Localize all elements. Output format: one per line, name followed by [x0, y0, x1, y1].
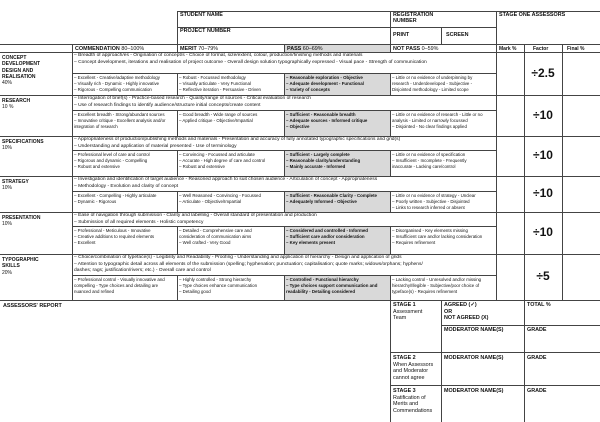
criterion-name-line: TYPOGRAPHIC: [2, 257, 39, 263]
criterion-name: [2, 98, 70, 111]
criterion-name-line: RESEARCH: [2, 98, 31, 104]
mark-input[interactable]: [497, 53, 523, 94]
stage-2-title: STAGE 2: [393, 355, 416, 361]
not-pass-header: NOT PASS 0–59%: [393, 45, 439, 52]
pass-descriptor: – Sufficient - Reasonable breadth – Adequate sources - Informed critique – Objective: [286, 111, 368, 129]
criterion-description: – Ease of navigation through submission - Clarity and labelling - Overall standard of presentation and production – Submission of all required elements - Holistic competency: [74, 213, 317, 225]
not-pass-descriptor: – Disorganised - Key elements missing – Insufficient care and/or lacking consideration – Requires refinement: [392, 227, 483, 245]
agreed-or-label: OR: [444, 308, 453, 315]
pass-descriptor: – Sufficient - Reasonable Clarity - Complete – Adequately Informed - Objective: [286, 192, 378, 204]
criterion-description: – Breadth of approach/es - Origination of concept/s - Choice of format, size/extent, colour, production/finishing methods and materials – Concept development, iterations and realisation of project outcome - Overall design solution typographically expressed - Visual pace - Strength of communication: [74, 53, 427, 65]
stage-one-assessors-field[interactable]: [499, 19, 599, 43]
stage-2-sub-line3: cannot agree: [393, 374, 425, 381]
factor-value: ÷10: [533, 148, 553, 162]
final-input[interactable]: [563, 53, 599, 94]
registration-number-field[interactable]: [440, 12, 495, 26]
criterion-weight: 10%: [2, 185, 13, 192]
factor-value: ÷10: [533, 107, 553, 122]
student-name-field[interactable]: [180, 18, 385, 26]
final-column-header: Final %: [567, 46, 585, 52]
commendation-descriptor: – Professional level of care and control – Rigorous and dynamic - Compelling – Robust and extensive: [74, 151, 150, 169]
stage-one-assessors-label: STAGE ONE ASSESSORS: [499, 12, 566, 18]
stage-1-title: STAGE 1: [393, 302, 416, 308]
not-pass-descriptor: – Lacking control - Unresolved and/or missing hierarchy/Illegible - Subjective/poor choice of typeface(s) - Requires refinement: [392, 276, 482, 294]
criterion-name-line: STRATEGY: [2, 179, 29, 185]
merit-descriptor: – Detailed - Comprehensive care and consideration of communication aims – Well crafted - Very Good: [179, 227, 252, 245]
criterion-weight: 10%: [2, 221, 13, 228]
merit-header: MERIT 70–79%: [180, 45, 219, 52]
registration-number-label-line2: NUMBER: [393, 18, 417, 24]
total-field[interactable]: [527, 309, 597, 323]
criterion-name-line: DEVELOPMENT: [2, 61, 41, 68]
criterion-description: – Interrogation of brief(s) - Practice-based research - Quality/range of sources - Critical evaluation of research – Use of research findings to identify audience/structure initial concepts/create content: [74, 96, 312, 108]
factor-value: ÷2.5: [531, 65, 555, 80]
pass-descriptor: – Reasonable exploration - Objective – Adequate development - Functional – Variety of concepts: [286, 74, 364, 92]
merit-descriptor: – Convincing - Focussed and articulate – Accurate - High degree of care and control – Robust and extensive: [179, 151, 266, 169]
criterion-name: [2, 139, 70, 152]
criterion-description: – Investigation and identification of target audience - Reasoned approach to suit chosen audience - Articulation of concept - Appropriateness – Methodology - Evolution and clarity of concept: [74, 177, 378, 189]
merit-descriptor: – Robust - Focussed methodology – Visually articulate - Very Functional – Reflective iteration - Persuasive - Driven: [179, 74, 261, 92]
stage-2-sub-line1: When Assessors: [393, 361, 434, 368]
moderator-3-field[interactable]: [444, 395, 522, 419]
merit-descriptor: – Highly controlled - Strong hierarchy – Type choices enhance communication – Detailing good: [179, 276, 258, 294]
final-input[interactable]: [563, 177, 599, 211]
moderator-1-field[interactable]: [444, 334, 522, 350]
commendation-descriptor: – Excellent - Creative/adaptive methodology – Visually rich - Dynamic - Highly innovative – Rigorous - Compelling communication: [74, 74, 160, 92]
screen-label: SCREEN: [446, 32, 469, 38]
criterion-weight: 10%: [2, 145, 13, 152]
registration-number-label-line1: REGISTRATION: [393, 12, 434, 18]
mark-input[interactable]: [497, 137, 523, 175]
final-input[interactable]: [563, 96, 599, 135]
criterion-name-line: SPECIFICATIONS: [2, 139, 44, 145]
criterion-name: [2, 179, 70, 192]
grade-2-label: GRADE: [527, 355, 547, 361]
merit-descriptor: – Well Reasoned - Convincing - Focussed – Articulate - Objective/Impartial: [179, 192, 261, 204]
pass-descriptor: – Controlled - Functional hierarchy – Type choices support communication and readability - Detailing considered: [286, 276, 378, 294]
agreed-label: AGREED (✓): [444, 302, 477, 308]
mark-input[interactable]: [497, 177, 523, 211]
stage-3-sub-line3: Commendations: [393, 407, 433, 414]
commendation-header: COMMENDATION 80–100%: [75, 45, 145, 52]
grade-3-field[interactable]: [527, 395, 597, 419]
mark-input[interactable]: [497, 213, 523, 253]
moderator-1-label: MODERATOR NAME(S): [444, 327, 504, 333]
criterion-name-line: SKILLS: [2, 263, 20, 270]
criterion-name-line: DESIGN AND: [2, 67, 34, 74]
not-pass-descriptor: – Little or no evidence of strategy - Unclear – Poorly written - Subjective - Disjointed – Links to research inferred or absent: [392, 192, 476, 210]
stage-3-sub-line2: Merits and: [393, 401, 419, 407]
total-label: TOTAL %: [527, 302, 551, 308]
stage-1-sub-line1: Assessment: [393, 308, 423, 315]
criterion-name-line: PRESENTATION: [2, 215, 41, 221]
mark-column-header: Mark %: [499, 46, 517, 52]
assessors-report-field[interactable]: [3, 311, 387, 419]
stage-3-title: STAGE 3: [393, 388, 416, 394]
mark-input[interactable]: [497, 96, 523, 135]
student-name-label: STUDENT NAME: [180, 12, 223, 18]
final-input[interactable]: [563, 137, 599, 175]
grade-3-label: GRADE: [527, 388, 547, 394]
stage-2-sub-line2: and Moderator: [393, 368, 429, 374]
pass-descriptor: – Considered and controlled - Informed – Sufficient care and/or consideration – Key elements present: [286, 227, 368, 245]
factor-value: ÷5: [536, 269, 550, 283]
project-number-label: PROJECT NUMBER: [180, 28, 231, 34]
moderator-2-field[interactable]: [444, 362, 522, 382]
grade-1-field[interactable]: [527, 334, 597, 350]
criterion-name: [2, 257, 70, 276]
factor-column-header: Factor: [533, 46, 549, 52]
not-pass-descriptor: – Little or no evidence of specification – Insufficient - Incomplete - Frequently inaccurate - Lacking care/control: [392, 151, 467, 169]
moderator-2-label: MODERATOR NAME(S): [444, 355, 504, 361]
not-pass-descriptor: – Little or no evidence of research - Little or no analysis - Limited or narrowly focussed – Disjointed - No clear findings applied: [392, 111, 483, 129]
not-pass-descriptor: – Little or no evidence of underpinning by research - Underdeveloped - Subjective - Disjointed methodology - Limited scope: [392, 74, 473, 92]
criterion-weight: 10 %: [2, 104, 14, 111]
print-label: PRINT: [393, 32, 410, 38]
stage-1-sub-line2: Team: [393, 315, 407, 321]
assessors-report-label: ASSESSORS' REPORT: [3, 303, 62, 309]
criterion-weight: 20%: [2, 269, 13, 276]
not-agreed-label: NOT AGREED (X): [444, 315, 489, 321]
criterion-name: [2, 215, 70, 228]
criterion-description: – Appropriateness of production/publishing methods and materials - Presentation and accuracy of fully annotated typographic specifications and grid(s) – Understanding and application of material presented - Use of terminology: [74, 137, 401, 149]
commendation-descriptor: – Excellent breadth - Strong/abundant sources – Innovative critique - Excellent analysis and/or integration of research: [74, 111, 166, 129]
merit-descriptor: – Good breadth - Wide range of sources – Applied critique - Objective/Impartial: [179, 111, 258, 123]
pass-header: PASS 60–69%: [287, 45, 323, 52]
criterion-weight: 40%: [2, 80, 13, 86]
grade-2-field[interactable]: [527, 362, 597, 382]
screen-checkbox[interactable]: [475, 29, 495, 43]
final-input[interactable]: [563, 213, 599, 253]
commendation-descriptor: – Professional control - Visually innovative and compelling - Type choices and detailing are nuanced and refined: [74, 276, 165, 294]
project-number-field[interactable]: [180, 34, 385, 43]
print-checkbox[interactable]: [420, 29, 440, 43]
criterion-name-line: REALISATION: [2, 73, 36, 80]
moderator-3-label: MODERATOR NAME(S): [444, 388, 504, 394]
stage-3-sub-line1: Ratification of: [393, 394, 426, 401]
commendation-descriptor: – Excellent - Compelling - Highly articulate – Dynamic - Rigorous: [74, 192, 157, 204]
criterion-name-line: CONCEPT: [2, 55, 27, 61]
factor-value: ÷10: [533, 186, 553, 200]
criterion-name: [2, 55, 70, 86]
commendation-descriptor: – Professional - Meticulous - Innovative – Creative additions to required elements – Excellent: [74, 227, 155, 245]
final-input[interactable]: [563, 255, 599, 299]
grade-1-label: GRADE: [527, 327, 547, 333]
mark-input[interactable]: [497, 255, 523, 299]
criterion-description: – Choice/combination of typeface(s) - Legibility and Readability - Proofing - Understanding and application of hierarchy - Design and application of grids – Attention to typographic detail across all elements of the submission (spelling; hyphenation; punctuation; capitalisation; quote marks; widows/orphans; hyphens/ dashes; rags; justification/rivers; etc.) - Overall care and control: [74, 255, 423, 274]
factor-value: ÷10: [533, 225, 553, 239]
pass-descriptor: – Sufficient - Largely complete – Reasonable clarity/understanding – Mainly accurate - Informed: [286, 151, 361, 169]
